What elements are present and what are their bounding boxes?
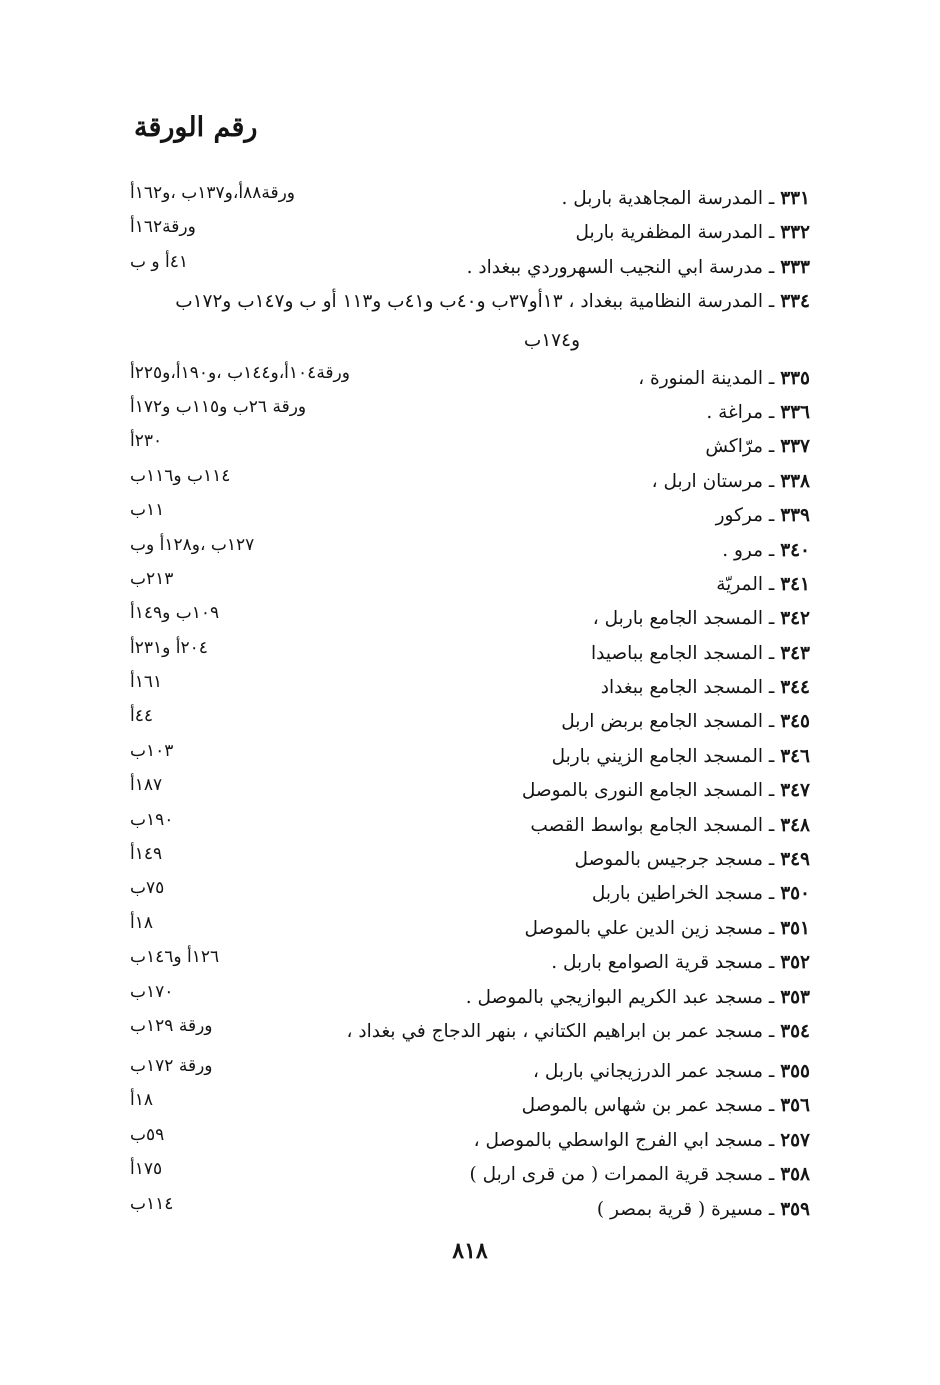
folio-ref: ١٨أ (130, 1090, 153, 1111)
list-item (0, 287, 940, 321)
column-header: رقم الورقة (134, 112, 258, 143)
entry-text: ٣٣٩ ـ مركور (715, 505, 810, 527)
folio-ref: ١١٤ب و١١٦ب (130, 465, 231, 486)
entry-text: ٣٣٧ ـ مرّاكش (705, 436, 810, 458)
folio-ref: ورقة٨٨أ،و١٣٧ب ،و١٦٢أ (130, 183, 296, 203)
folio-ref: ورقة١٦٢أ (130, 217, 196, 238)
folio-ref: ورقة ١٧٢ب (130, 1055, 213, 1076)
entry-text: ٣٣٨ ـ مرستان اربل ، (651, 470, 810, 492)
entry-text: ٣٥٩ ـ مسيرة ( قرية بمصر ) (596, 1198, 810, 1220)
folio-ref: ورقة ٢٦ب و١١٥ب و١٧٢أ (130, 396, 307, 417)
folio-ref: ٢١٣ب (130, 568, 174, 589)
folio-ref: ٤٤أ (130, 706, 153, 727)
entry-text: ٣٥٨ ـ مسجد قرية الممرات ( من قرى اربل ) (469, 1164, 810, 1186)
folio-ref: ١٩٠ب (130, 809, 174, 830)
folio-ref: ١٢٦أ و١٤٦ب (130, 947, 220, 968)
folio-ref: ١٨٧أ (130, 775, 163, 796)
folio-ref: ١١٤ب (130, 1193, 174, 1214)
entry-text: ٣٤٢ ـ المسجد الجامع باربل ، (592, 608, 810, 630)
entry-text: ٣٤١ ـ المريّة (716, 573, 810, 595)
entry-text: ٣٤٦ ـ المسجد الجامع الزيني باربل (551, 745, 810, 767)
folio-ref: ١٤٩أ (130, 844, 163, 865)
folio-ref: ١٧٠ب (130, 981, 174, 1002)
folio-ref: ورقة ١٢٩ب (130, 1015, 213, 1036)
entry-text: ٣٤٥ ـ المسجد الجامع بربض اربل (561, 711, 810, 733)
entry-text: ٣٤٠ ـ مرو . (722, 539, 810, 561)
folio-ref: ١٦١أ (130, 672, 163, 693)
entry-text: ٣٥٦ ـ مسجد عمر بن شهاس بالموصل (521, 1095, 810, 1117)
folio-ref: ٢٣٠أ (130, 431, 163, 452)
list-item (0, 1195, 940, 1229)
entry-text: ٣٣٣ ـ مدرسة ابي النجيب السهروردي ببغداد . (466, 256, 810, 278)
entry-text: ٢٥٧ ـ مسجد ابي الفرج الواسطي بالموصل ، (473, 1129, 810, 1151)
entry-text: ٣٥٥ ـ مسجد عمر الدرزيجاني باربل ، (532, 1060, 810, 1082)
entry-text: ٣٣٦ ـ مراغة . (706, 401, 810, 423)
entry-text: ٣٣٤ ـ المدرسة النظامية ببغداد ، ١٣أو٣٧ب و٤٠ب و٤١ب و١١٣ أو ب و١٤٧ب و١٧٢ب (175, 291, 810, 313)
folio-ref: ١١ب (130, 500, 165, 521)
folio-ref: ٢٠٤أ و٢٣١أ (130, 637, 208, 658)
folio-ref: ٥٩ب (130, 1124, 165, 1145)
entry-text: ٣٤٧ ـ المسجد الجامع النورى بالموصل (521, 780, 810, 802)
entry-text: ٣٥٢ ـ مسجد قرية الصوامع باربل . (551, 952, 810, 974)
folio-ref: ١٨أ (130, 912, 153, 933)
index-list (0, 184, 940, 1229)
entry-text: ٣٤٤ ـ المسجد الجامع ببغداد (600, 677, 810, 699)
entry-text: ٣٣١ ـ المدرسة المجاهدية باربل . (561, 188, 810, 209)
folio-ref: ١٠٣ب (130, 740, 174, 761)
entry-text: ٣٤٣ ـ المسجد الجامع بباصيدا (590, 642, 810, 664)
folio-ref: ١٠٩ب و١٤٩أ (130, 603, 220, 624)
entry-text: ٣٥٣ ـ مسجد عبد الكريم البوازيجي بالموصل . (465, 986, 810, 1008)
folio-ref: ١٧٥أ (130, 1159, 163, 1180)
entry-text: ٣٣٢ ـ المدرسة المظفرية باربل (575, 222, 810, 244)
folio-ref: ٧٥ب (130, 878, 165, 899)
entry-text: ٣٥١ ـ مسجد زين الدين علي بالموصل (524, 917, 810, 939)
entry-text: ٣٥٤ ـ مسجد عمر بن ابراهيم الكتاني ، بنهر الدجاج في بغداد ، (346, 1020, 810, 1042)
entry-text: ٣٤٨ ـ المسجد الجامع بواسط القصب (530, 814, 810, 836)
page-number: ٨١٨ (452, 1238, 488, 1264)
entry-text: ٣٤٩ ـ مسجد جرجيس بالموصل (574, 849, 810, 871)
folio-ref: ٤١أ و ب (130, 251, 189, 272)
folio-ref: ورقة١٠٤أ،و١٤٤ب ،و١٩٠أ،و٢٢٥أ (130, 362, 350, 383)
folio-ref: ١٢٧ب ،و١٢٨أ وب (130, 534, 255, 555)
entry-text: و١٧٤ب (523, 329, 580, 351)
entry-text: ٣٣٥ ـ المدينة المنورة ، (638, 367, 810, 389)
entry-text: ٣٥٠ ـ مسجد الخراطين باربل (591, 883, 810, 905)
list-item (0, 253, 940, 287)
